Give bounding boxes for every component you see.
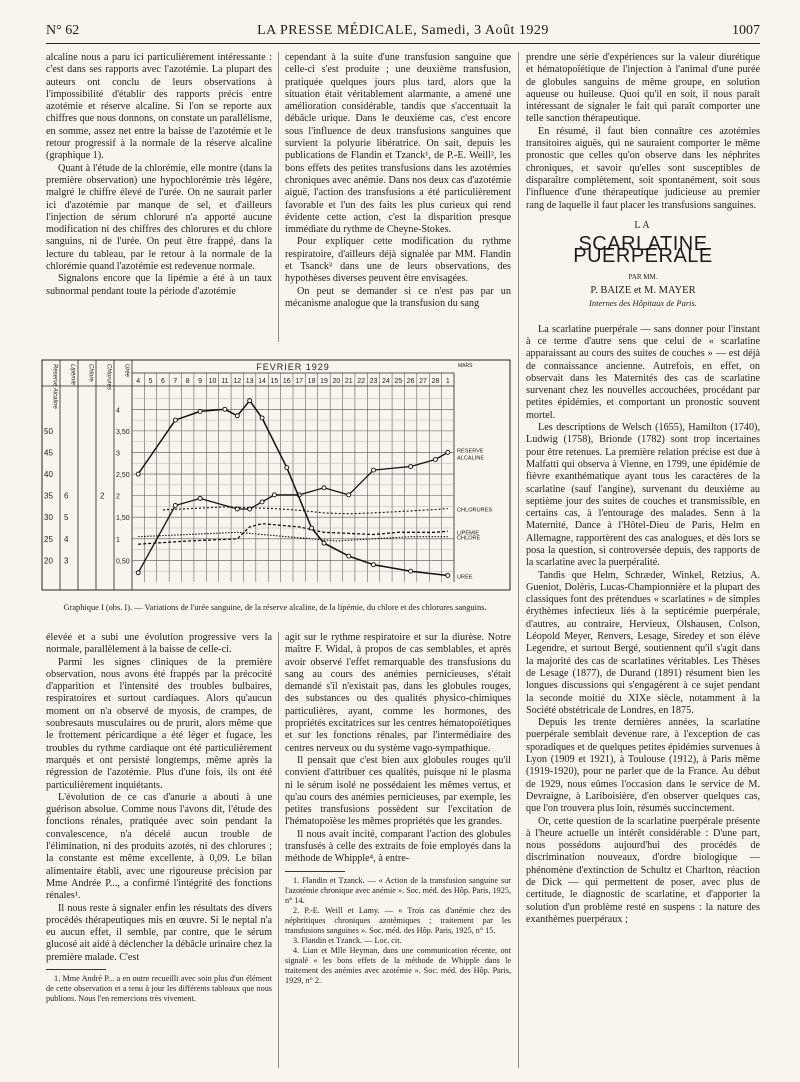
day-tick-label: 1 <box>445 378 450 385</box>
day-tick-label: 7 <box>173 378 178 385</box>
paragraph: alcaline nous a paru ici particulièrement intéressante : c'est dans ses rapports avec l'azotémie. La plupart des auteurs ont conclu de leurs observations à l'impossibilité d'établir des rapports précis entre azotémie et réserve alcaline. Si l'on se reporte aux chiffres que nous donnons, on constate un parallélisme, en somme, assez net entre la baisse de l'azotémie et le retour progressif à la normale de la réserve alcaline (graphique 1). <box>46 52 272 162</box>
reserve-scale-label: 40 <box>44 470 53 480</box>
day-tick-label: 27 <box>419 378 427 385</box>
data-point <box>372 563 376 567</box>
paragraph: cependant à la suite d'une transfusion sanguine que celle-ci s'est produite ; une deuxième transfusion, pratiquée quelques jours plus tard, alors que la situation était véritablement alarmante, a amené une amélioration considérable, tandis que s'accentuait la débâcle urique. Dans le deuxième cas, c'est encore sous l'influence de deux transfusions sanguines que survient la polyurie libératrice. On sait, depuis les publications de Flandin et Tzanck¹, de P.-E. Weill², les bons effets des petites transfusions dans les azotémies chroniques avec anémie. Dans nos deux cas d'azotémie aiguë, l'action des transfusions a été particulièrement favorable et l'un des faits les plus curieux qui rend évidente cette action, c'est la disparition presque immédiate du rythme de Cheyne-Stokes. <box>285 52 511 236</box>
column-1-top <box>46 52 272 342</box>
day-tick-label: 14 <box>258 378 266 385</box>
footnote: 1. Flandin et Tzanck. — « Action de la transfusion sanguine sur l'azotémie chronique avec anémie ». Soc. méd. des Hôp. Paris, 1925, n° 14. <box>285 875 511 905</box>
day-tick-label: 17 <box>295 378 304 385</box>
graphique-1-chart <box>40 358 512 594</box>
footnote-rule <box>285 871 345 872</box>
footnote: 1. Mme André P... a en outre recueilli avec soin plus d'un élément de cette observation et a tenu à jour les différents tableaux que nous publions. Nous l'en remercions très vivement. <box>46 974 272 1004</box>
paragraph: Signalons encore que la lipémie a été à un taux subnormal pendant toute la période d'azotémie <box>46 273 272 297</box>
uree-scale-label: 1,50 <box>116 515 130 523</box>
data-point <box>198 496 202 500</box>
data-point <box>347 493 351 497</box>
article-title: SCARLATINE PUERPÉRALE <box>573 233 713 268</box>
paragraph: La scarlatine puerpérale — sans donner pour l'instant à ce terme d'autre sens que celui de « scarlatine apparaissant au cours des suites de couches » — est déjà de connaissance ancienne. Autrefois, en effet, on observait dans les Maternités des cas de scarlatine survenant chez les nouvelles accouchées, procédant par petites épidémies, et comportant un pronostic souvent mortel. <box>526 323 760 421</box>
column-header-2: Chlore <box>87 364 94 382</box>
column-divider <box>518 52 519 1068</box>
paragraph: Pour expliquer cette modification du rythme respiratoire, d'ailleurs déjà signalée par MM. Flandin et Tsanck³ dans une de leurs observations, des hypothèses diverses peuvent être envisagées. <box>285 236 511 285</box>
day-tick-label: 15 <box>270 378 279 385</box>
day-tick-label: 22 <box>357 378 366 385</box>
paragraph: Il pensait que c'est bien aux globules rouges qu'il convient d'attribuer ces qualités, puisque ni le plasma ni le sérum isolé ne possédaient les mêmes vertus, et qu'au cours des anémies pernicieuses, par exemple, les petites transfusions possèdent sur l'excitation de l'hématopoïèse les mêmes propriétés que les grandes. <box>285 754 511 828</box>
lipemie-scale-label: 6 <box>64 491 69 501</box>
lipemie-scale-label: 5 <box>64 513 69 523</box>
data-point <box>173 418 177 422</box>
day-tick-label: 16 <box>282 378 291 385</box>
page-number: 1007 <box>732 23 760 38</box>
chart-frame <box>42 360 510 590</box>
data-point <box>173 503 177 507</box>
data-point <box>235 414 239 418</box>
day-tick-label: 9 <box>198 378 203 385</box>
data-point <box>322 541 326 545</box>
data-point <box>322 486 326 490</box>
lipemie-scale-label: 4 <box>64 534 69 544</box>
paragraph: On peut se demander si ce n'est pas par un mécanisme analogue que la transfusion du sang <box>285 285 511 309</box>
footnotes <box>285 876 511 986</box>
column-header-4: Urée <box>123 364 130 378</box>
paragraph: agit sur le rythme respiratoire et sur la diurèse. Notre maître F. Widal, à propos de cas semblables, et après avoir observé l'effet remarquable des transfusions du sang au cours des anémies pernicieuses, s'était demandé s'il n'existait pas, dans les globules rouges, des substances ou des qualités physico-chimiques particulières, ayant, comme les hormones, des propriétés excitatrices sur les centres hématopoïétiques et sur les fonctions rénales, par l'intermédiaire des centres nerveux ou du système vago-sympathique. <box>285 632 511 754</box>
data-point <box>446 574 450 578</box>
footnotes <box>46 974 272 1004</box>
paragraph: En résumé, il faut bien connaître ces azotémies transitoires aiguës, qui ne sauraient comporter le même pronostic que celles qu'on observe dans les néphrites chroniques, et savoir qu'elles sont susceptibles de disparaître complètement, soit spontanément, soit sous l'influence d'une thérapeutique judicieuse au premier rang de laquelle il faut placer les transfusions sanguines. <box>526 125 760 211</box>
paragraph: élevée et a subi une évolution progressive vers la normale, parallèlement à la baisse de celle-ci. <box>46 632 272 656</box>
day-tick-label: 26 <box>406 378 415 385</box>
column-header-1: Lipémie <box>69 364 76 386</box>
figure-caption: Graphique I (obs. I). — Variations de l'urée sanguine, de la réserve alcaline, de la lipémie, du chlore et des chlorures sanguins. <box>63 603 487 612</box>
uree-scale-label: 3 <box>116 450 120 458</box>
day-tick-label: 8 <box>185 378 190 385</box>
reserve-scale-label: 20 <box>44 556 53 566</box>
series-end-label: ALCALINE <box>457 455 485 462</box>
column-divider <box>278 632 279 1068</box>
reserve-scale-label: 50 <box>44 426 53 436</box>
day-tick-label: 13 <box>245 378 254 385</box>
data-point <box>433 457 437 461</box>
journal-title: LA PRESSE MÉDICALE, Samedi, 3 Août 1929 <box>257 23 549 38</box>
day-tick-label: 18 <box>307 378 316 385</box>
series-end-label: LIPÉMIE <box>457 530 480 537</box>
chart-title: FEVRIER 1929 <box>256 362 330 372</box>
day-tick-label: 23 <box>369 378 378 385</box>
paragraph: Quant à l'étude de la chlorémie, elle montre (dans la première observation) une hypochlorémie très légère, malgré le chiffre élevé de l'urée. On ne saurait parler ici d'azotémie par manque de sel, et d'ailleurs l'injection de sérum chloruré n'a apporté aucune modification ni des chiffres des chlorures et du chlore sanguins, ni de l'urée. On peut être frappé, dans la lecture du tableau, par le retour à la normale de la chlorémie quand l'azotémie est redevenue normale. <box>46 162 272 273</box>
day-tick-label: 20 <box>332 378 341 385</box>
header-rule <box>46 43 760 44</box>
column-3 <box>526 52 760 1076</box>
uree-scale-label: 1 <box>116 536 120 544</box>
data-point <box>136 571 140 575</box>
day-tick-label: 21 <box>344 378 353 385</box>
lipemie-scale-label: 3 <box>64 556 69 566</box>
page-header <box>46 20 760 42</box>
reserve-scale-label: 25 <box>44 534 53 544</box>
chlorures-scale-label: 2 <box>100 491 105 501</box>
series-end-label: CHLORE <box>457 535 481 542</box>
data-point <box>260 500 264 504</box>
reserve-scale-label: 30 <box>44 513 53 523</box>
reserve-scale-label: 45 <box>44 448 53 458</box>
uree-scale-label: 3,50 <box>116 428 130 436</box>
footnote: 2. P.-E. Weill et Lamy. — « Trois cas d'anémie chez des néphritiques chroniques azotémiques ; traitement par les transfusions sanguines ». Soc. méd. des Hôp. Paris, 1925, n° 15. <box>285 905 511 935</box>
data-point <box>347 554 351 558</box>
article-byline-par: PAR MM. <box>628 272 658 281</box>
chart-corner-label: MARS <box>458 363 473 369</box>
paragraph: Il nous reste à signaler enfin les résultats des divers procédés thérapeutiques mis en œuvre. Si le neptal n'a eu aucun effet, il semble, par contre, que le sérum glucosé ait aidé à déclencher la débâcle urinaire chez la première malade. C'est <box>46 902 272 963</box>
paragraph: Tandis que Helm, Schræder, Winkel, Retzius, A. Gueniot, Dolèris, Lucas-Championnière et la plupart des classiques font des prétendues « scarlatines » de simples érythèmes infectieux liés à la septicémie puerpérale, d'autres, au contraire, Hervieux, Olshausen, Colson, Léopold Meyer, Renvers, Lesage, Siredey et son élève Legendre, et surtout Bergé, soutiennent qu'il s'agit dans la majorité des cas de scarlatines véritables. Les Thèses de Lesage (1877), de Durand (1891) résument bien les longues discussions qui s'engagèrent à ce sujet pendant la seconde moitié du XIXe siècle, notamment à la Société obstétricale de Londres, en 1875. <box>526 569 760 716</box>
article-kicker: LA <box>634 219 652 231</box>
data-point <box>223 407 227 411</box>
data-point <box>310 526 314 530</box>
day-tick-label: 12 <box>233 378 242 385</box>
data-point <box>409 569 413 573</box>
data-point <box>409 465 413 469</box>
uree-scale-label: 2 <box>116 493 120 501</box>
footnote-rule <box>46 969 106 970</box>
column-2-bottom <box>285 632 511 1068</box>
paragraph: Parmi les signes cliniques de la première observation, nous avons été frappés par la précocité d'apparition et l'intensité des troubles bulbaires, respiratoires et surtout cardiaques. Alors qu'aucun moment on n'a observé de myosis, de crampes, de soubresauts musculaires ou de prurit, alors même que le frottement péricardique a été léger et fugace, les troubles du rythme cardiaque ont été particulièrement marqués et ont persisté longtemps, même après la régression de l'azotémie. Plus d'une fois, ils ont été particulièrement inquiétants. <box>46 656 272 791</box>
day-tick-label: 11 <box>221 378 229 385</box>
data-point <box>446 450 450 454</box>
data-point <box>285 466 289 470</box>
day-tick-label: 4 <box>136 378 141 385</box>
data-point <box>248 399 252 403</box>
paragraph: Depuis les trente dernières années, la scarlatine puerpérale semblait devenue rare, à l'exception de cas sporadiques et de quelques petites épidémies survenues à Lyon (1909 et 1921), à Toulouse (1912), à Paris même (1919-1920), pour ne parler que de la France. Au début de 1929, nous eûmes l'occasion dans le service de M. Devraigne, à Lariboisière, d'en observer quelques cas, que l'on trouvera plus loin, résumés succinctement. <box>526 717 760 815</box>
column-2-top <box>285 52 511 342</box>
footnote: 3. Flandin et Tzanck. — Loc. cit. <box>293 935 402 945</box>
day-tick-label: 5 <box>148 378 153 385</box>
day-tick-label: 28 <box>431 378 440 385</box>
footnote: 4. Lian et Mlle Heyman, dans une communication récente, ont signalé « les bons effets de la méthode de Whipple dans le traitement des anémies avec azotémie ». Soc. méd. des Hôp. Paris, 1929, n° 2. <box>285 945 511 985</box>
article-authors: P. BAIZE et M. MAYER <box>590 285 696 297</box>
data-point <box>198 409 202 413</box>
column-1-bottom <box>46 632 272 1068</box>
paragraph: Il nous avait incité, comparant l'action des globules transfusés à celle des extraits de foie employés dans la méthode de Whipple⁴, à entre- <box>285 828 511 865</box>
data-point <box>260 416 264 420</box>
day-tick-label: 25 <box>394 378 403 385</box>
reserve-scale-label: 35 <box>44 491 53 501</box>
uree-scale-label: 0,50 <box>116 558 130 566</box>
article-affiliation: Internes des Hôpitaux de Paris. <box>589 298 697 309</box>
data-point <box>372 468 376 472</box>
day-tick-label: 10 <box>208 378 217 385</box>
paragraph: prendre une série d'expériences sur la valeur diurétique et hématopoïétique de l'injection à l'animal d'une purée de globules sanguins de même groupe, en solution aqueuse ou huileuse. Quoi qu'il en soit, il nous paraît intéressant de signaler le fait qui paraît comporter une telle sanction thérapeutique. <box>526 52 760 125</box>
series-end-label: CHLORURES <box>457 507 493 514</box>
column-header-3: Chlorures <box>105 364 112 391</box>
issue-number: N° 62 <box>46 23 80 38</box>
day-tick-label: 24 <box>381 378 390 385</box>
series-end-label: URÉE <box>457 574 473 581</box>
day-tick-label: 6 <box>161 378 165 385</box>
uree-scale-label: 4 <box>116 407 120 415</box>
column-divider <box>278 52 279 342</box>
paragraph: Les descriptions de Welsch (1655), Hamilton (1740), Ludwig (1758), Brionde (1782) sont trop incertaines pour être retenues. La première relation précise est due à Malfatti qui observa à Vienne, en 1799, une épidémie de fièvre exanthématique ayant tous les caractères de la scarlatine (sauf l'angine), survenant du deuxième au septième jour des suites de couches et transmissible, en certains cas, à l'entourage des malades. Senn à la Maternité, Dance à l'Hôtel-Dieu de Paris, Helm en Allemagne, rapportèrent des cas analogues, et dès lors se posa la question, si controversée depuis, des rapports de la scarlatine avec la puerpéralité. <box>526 422 760 569</box>
paragraph: Or, cette question de la scarlatine puerpérale présente à l'heure actuelle un intérêt considérable : D'une part, nous possédons aujourd'hui des procédés de discrimination nouveaux, d'ordre biologique — phénomène d'extinction de Schultz et Charlton, réaction de Dick — qui permettent de poser, avec plus de certitude, le diagnostic de scarlatine, et d'apporter la solution d'un problème resté en suspens : la nature des exanthèmes puerpéraux ; <box>526 815 760 925</box>
data-point <box>136 472 140 476</box>
uree-scale-label: 2,50 <box>116 472 130 480</box>
paragraph: L'évolution de ce cas d'anurie a abouti à une guérison absolue. Comme nous l'avons dit, l'étude des fonctions rénales, pratiquée avec soin pendant la convalescence, n'a décelé aucun trouble de l'élimination, ni des produits azotés, ni des chlorures ; la constante est même excellente, à 0,09. Le bilan alimentaire établi, avec une rigoureuse précision par Mme Andrée P..., a confirmé l'intégrité des fonctions rénales¹. <box>46 791 272 902</box>
day-tick-label: 19 <box>320 378 328 385</box>
column-header-0: Réserve Alcaline <box>51 364 58 409</box>
data-point <box>272 493 276 497</box>
series-end-label: RÉSERVE <box>457 448 484 455</box>
